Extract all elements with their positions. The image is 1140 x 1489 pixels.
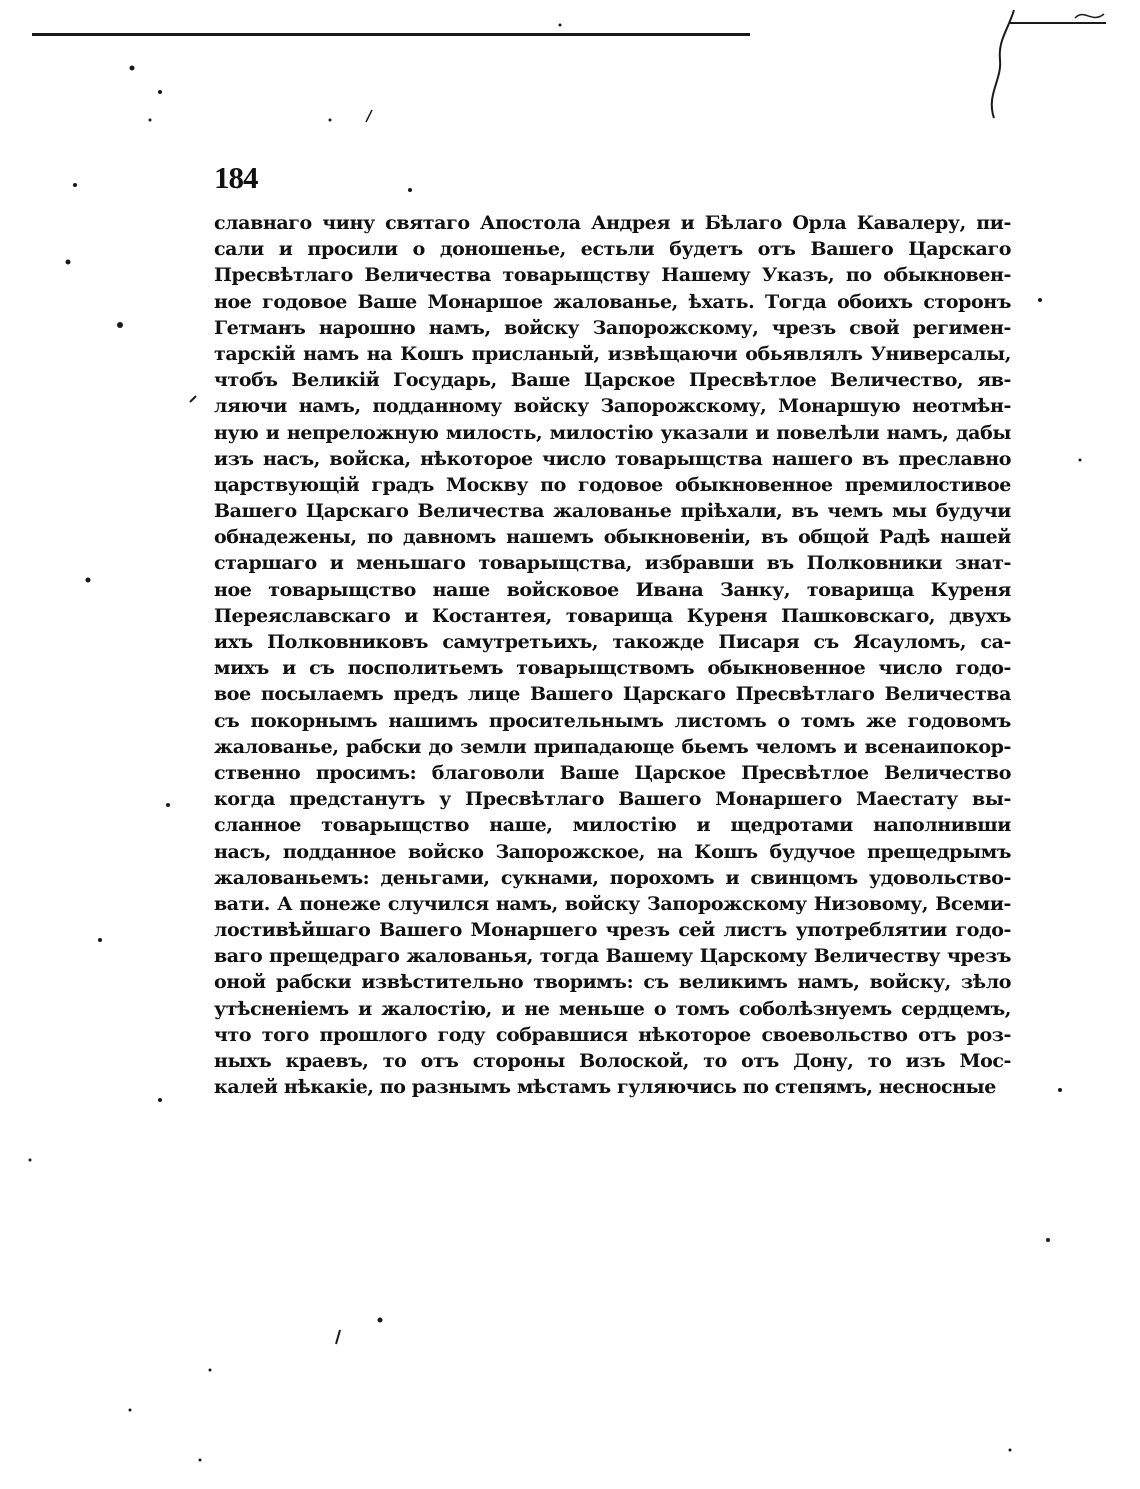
text-line: михъ и съ посполитьемъ товарыщствомъ обыкновенное число годо- xyxy=(214,657,1011,680)
text-line: калей нѣкакіе, по разнымъ мѣстамъ гуляючись по степямъ, несносные xyxy=(214,1076,996,1099)
text-line: славнаго чину святаго Апостола Андрея и Бѣлаго Орла Кавалеру, пи- xyxy=(214,212,1011,234)
text-line: царствующій градъ Москву по годовое обыкновенное премилостивое xyxy=(214,473,1011,496)
text-line: старшаго и меньшаго товарыщства, избравши въ Полковники знат- xyxy=(214,552,1011,575)
text-line: съ покорнымъ нашимъ просительнымъ листомъ о томъ же годовомъ xyxy=(214,709,1011,732)
text-line: чтобъ Великій Государь, Ваше Царское Пресвѣтлое Величество, яв- xyxy=(214,369,1011,392)
text-line: ное годовое Ваше Монаршое жалованье, ѣхать. Тогда обоихъ сторонъ xyxy=(214,290,1011,313)
text-line: насъ, подданное войско Запорожское, на Кошъ будучое прещедрымъ xyxy=(214,840,1011,863)
text-line: сали и просили о доношенье, естьли будетъ отъ Вашего Царскаго xyxy=(214,238,1011,261)
text-line: Пресвѣтлаго Величества товарыщству Нашему Указъ, по обыкновен- xyxy=(214,264,1011,287)
text-line: Гетманъ нарошно намъ, войску Запорожскому, чрезъ свой регимен- xyxy=(214,316,1011,339)
text-line: Вашего Царскаго Величества жалованье пріѣхали, въ чемъ мы будучи xyxy=(214,500,1011,523)
top-rule xyxy=(32,33,750,36)
page-text xyxy=(214,210,1011,1100)
text-line: обнадежены, по давномъ нашемъ обыкновеніи, въ общой Радѣ нашей xyxy=(214,526,1011,549)
text-line: вати. А понеже случился намъ, войску Запорожскому Низовому, Всеми- xyxy=(214,892,1011,915)
text-line: ную и непреложную милость, милостію указали и повелѣли намъ, дабы xyxy=(214,421,1011,444)
text-line: ное товарыщство наше войсковое Ивана Занку, товарища Куреня xyxy=(214,578,1011,601)
text-line: изъ насъ, войска, нѣкоторое число товарыщства нашего въ преславно xyxy=(214,447,1011,470)
page-number: 184 xyxy=(214,160,258,195)
text-line: когда предстанутъ у Пресвѣтлаго Вашего Монаршего Маестату вы- xyxy=(214,788,1011,811)
margin-scrawl-icon xyxy=(980,0,1110,130)
text-line: тарскій намъ на Кошъ присланый, извѣщаючи обьявлялъ Универсалы, xyxy=(214,342,1011,365)
text-line: ихъ Полковниковъ самутретьихъ, такожде Писаря съ Ясауломъ, са- xyxy=(214,631,1011,653)
text-line: утѣсненіемъ и жалостію, и не меньше о томъ соболѣзнуемъ сердцемъ, xyxy=(214,997,1011,1020)
text-line: оной рабски извѣстительно творимъ: съ великимъ намъ, войску, зѣло xyxy=(214,971,1011,994)
text-line: лостивѣйшаго Вашего Монаршего чрезъ сей листъ употреблятии годо- xyxy=(214,919,1011,942)
text-line: что того прошлого году собравшися нѣкоторое своевольство отъ роз- xyxy=(214,1023,1011,1046)
text-line: ственно просимъ: благоволи Ваше Царское Пресвѣтлое Величество xyxy=(214,761,1011,784)
text-line: сланное товарыщство наше, милостію и щедротами наполнивши xyxy=(214,814,1011,837)
text-line: жалованье, рабски до земли припадающе бьемъ челомъ и всенаипокор- xyxy=(214,735,1011,758)
text-line: Переяславскаго и Костантея, товарища Куреня Пашковскаго, двухъ xyxy=(214,604,1011,627)
text-line: ваго прещедраго жалованья, тогда Вашему Царскому Величеству чрезъ xyxy=(214,945,1011,968)
text-line: жалованьемъ: деньгами, сукнами, порохомъ и свинцомъ удовольство- xyxy=(214,866,1011,889)
text-line: вое посылаемъ предъ лице Вашего Царскаго Пресвѣтлаго Величества xyxy=(214,683,1011,706)
text-line: ляючи намъ, подданному войску Запорожскому, Монаршую неотмѣн- xyxy=(214,395,1011,418)
text-line: ныхъ краевъ, то отъ стороны Волоской, то отъ Дону, то изъ Мос- xyxy=(214,1050,1011,1072)
